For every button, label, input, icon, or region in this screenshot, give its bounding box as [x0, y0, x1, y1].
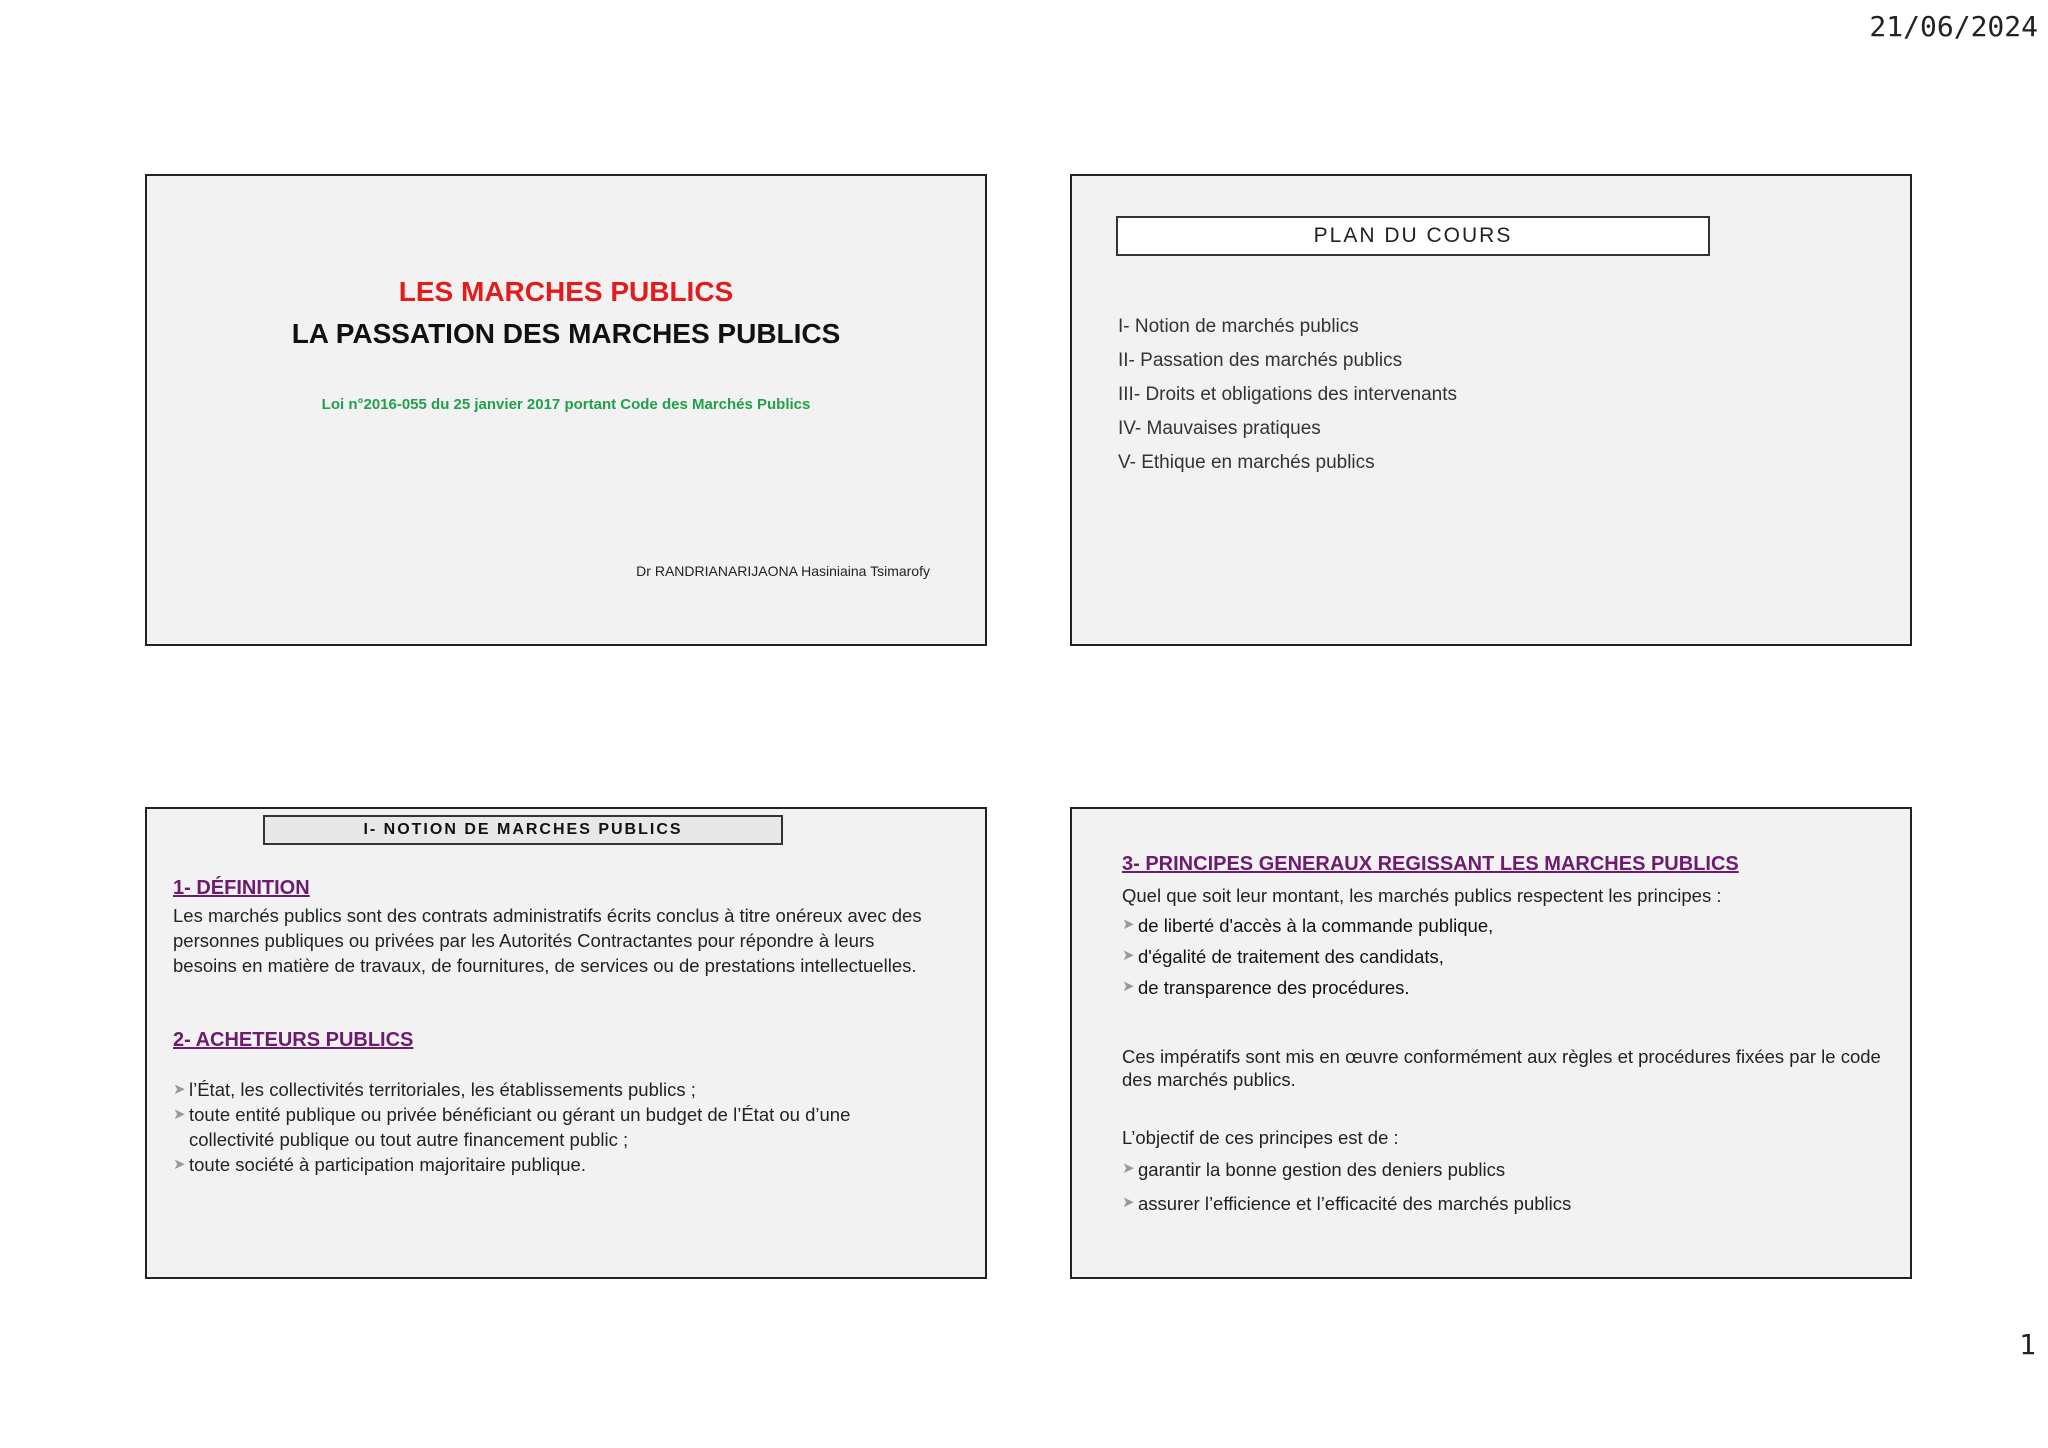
arrow-bullet-icon: ➤	[1122, 1194, 1135, 1211]
list-item: ➤ de transparence des procédures.	[1122, 977, 1410, 998]
arrow-bullet-icon: ➤	[1122, 978, 1135, 995]
plan-item: III- Droits et obligations des intervenants	[1118, 384, 1458, 405]
list-item: ➤ d'égalité de traitement des candidats,	[1122, 946, 1444, 967]
acheteurs-list	[173, 1077, 933, 1177]
list-item: ➤ toute entité publique ou privée bénéficiant ou gérant un budget de l’État ou d’une collectivité publique ou tout autre financement public ;	[173, 1104, 851, 1150]
objectifs-list	[1122, 1159, 1571, 1227]
imperatifs-text: Ces impératifs sont mis en œuvre conformément aux règles et procédures fixées par le code des marchés publics.	[1122, 1046, 1881, 1090]
page-date: 21/06/2024	[1869, 10, 2038, 43]
arrow-bullet-icon: ➤	[173, 1106, 186, 1123]
acheteurs-heading: 2- ACHETEURS PUBLICS	[173, 1029, 414, 1051]
list-item: ➤ l’État, les collectivités territoriales, les établissements publics ;	[173, 1079, 696, 1100]
law-reference: Loi n°2016-055 du 25 janvier 2017 portant Code des Marchés Publics	[321, 396, 811, 413]
arrow-bullet-icon: ➤	[1122, 947, 1135, 964]
arrow-bullet-icon: ➤	[1122, 916, 1135, 933]
list-item: ➤ de liberté d'accès à la commande publique,	[1122, 915, 1494, 936]
objectif-intro: L’objectif de ces principes est de :	[1122, 1127, 1399, 1148]
slide-plan	[1070, 174, 1912, 646]
subtitle: LA PASSATION DES MARCHES PUBLICS	[291, 318, 841, 349]
plan-list	[1118, 316, 1457, 486]
slide-notion	[145, 807, 987, 1279]
arrow-bullet-icon: ➤	[173, 1081, 186, 1098]
page-number: 1	[2019, 1328, 2036, 1361]
plan-title: PLAN DU COURS	[1116, 216, 1710, 256]
principes-intro: Quel que soit leur montant, les marchés publics respectent les principes :	[1122, 885, 1722, 906]
arrow-bullet-icon: ➤	[173, 1156, 186, 1173]
list-item: ➤ toute société à participation majoritaire publique.	[173, 1154, 586, 1175]
principes-heading: 3- PRINCIPES GENERAUX REGISSANT LES MARCHES PUBLICS	[1122, 853, 1739, 875]
list-item: ➤ assurer l’efficience et l’efficacité des marchés publics	[1122, 1193, 1572, 1214]
arrow-bullet-icon: ➤	[1122, 1160, 1135, 1177]
definition-text: Les marchés publics sont des contrats administratifs écrits conclus à titre onéreux avec des personnes publiques ou privées par les Autorités Contractantes pour répondre à leurs besoins en matière de travaux, de fournitures, de services ou de prestations intellectuelles.	[173, 905, 922, 976]
plan-item: IV- Mauvaises pratiques	[1118, 418, 1321, 439]
plan-item: II- Passation des marchés publics	[1118, 350, 1403, 371]
notion-title: I- NOTION DE MARCHES PUBLICS	[263, 815, 783, 845]
slide-title	[145, 174, 987, 646]
principes-list	[1122, 915, 1493, 1008]
plan-item: I- Notion de marchés publics	[1118, 316, 1359, 337]
list-item: ➤ garantir la bonne gestion des deniers publics	[1122, 1159, 1506, 1180]
slide-principes	[1070, 807, 1912, 1279]
plan-item: V- Ethique en marchés publics	[1118, 452, 1375, 473]
main-title: LES MARCHES PUBLICS	[398, 276, 734, 307]
definition-heading: 1- DÉFINITION	[173, 877, 310, 899]
author: Dr RANDRIANARIJAONA Hasiniaina Tsimarofy	[636, 563, 930, 579]
